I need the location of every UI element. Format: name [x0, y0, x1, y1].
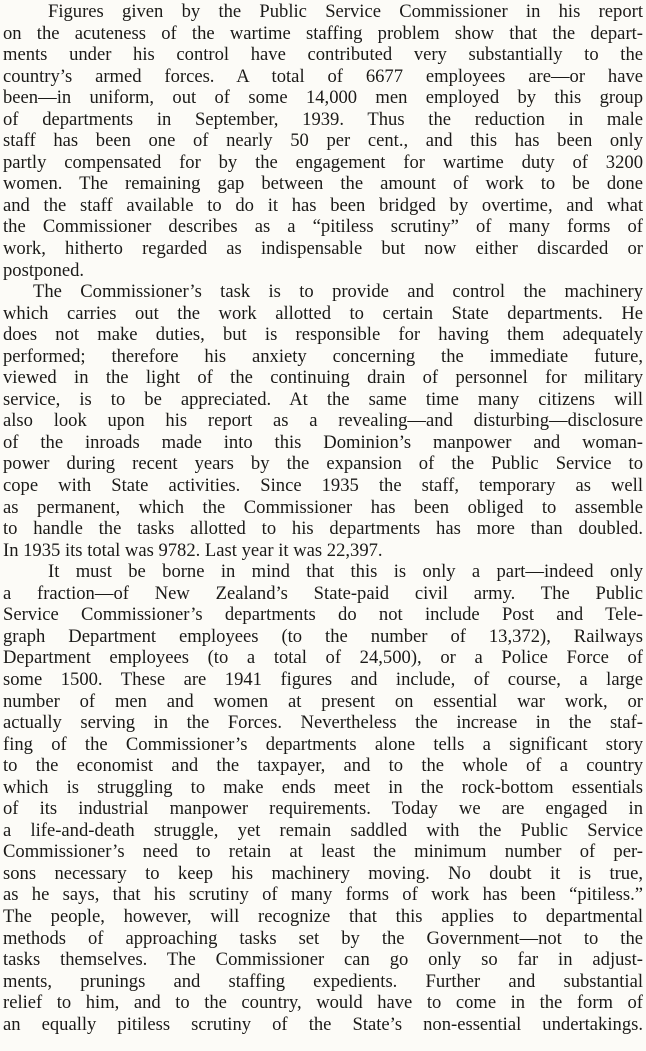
text-line: the Commissioner describes as a “pitiless scrutiny” of many forms of	[3, 216, 643, 238]
text-line: postponed.	[3, 259, 85, 281]
paragraph-1	[3, 1, 643, 281]
paragraph-3	[3, 561, 643, 1035]
text-line: which carries out the work allotted to certain State departments. He	[3, 302, 643, 324]
text-line: some 1500. These are 1941 figures and include, of course, a large	[3, 668, 643, 690]
text-line: ments, prunings and staffing expedients. Further and substantial	[3, 970, 643, 992]
text-line: graph Department employees (to the number of 13,372), Railways	[3, 625, 643, 647]
text-line: tasks themselves. The Commissioner can go only so far in adjust-	[3, 949, 643, 971]
text-line: of its industrial manpower requirements. Today we are engaged in	[3, 798, 643, 820]
text-line: which is struggling to make ends meet in the rock-bottom essentials	[3, 776, 643, 798]
text-line: as he says, that his scrutiny of many forms of work has been “pitiless.”	[3, 884, 643, 906]
text-line: The people, however, will recognize that this applies to departmental	[3, 905, 643, 927]
text-line: It must be borne in mind that this is only a part—indeed only	[48, 561, 643, 583]
text-line: actually serving in the Forces. Nevertheless the increase in the staf-	[3, 712, 643, 734]
text-line: an equally pitiless scrutiny of the State’s non-essential undertakings.	[3, 1013, 643, 1035]
paragraph-2	[3, 281, 643, 561]
text-line: power during recent years by the expansion of the Public Service to	[3, 453, 643, 475]
text-line: to handle the tasks allotted to his departments has more than doubled.	[3, 518, 643, 540]
text-line: of departments in September, 1939. Thus the reduction in male	[3, 108, 643, 130]
text-line: country’s armed forces. A total of 6677 employees are—or have	[3, 65, 643, 87]
text-line: viewed in the light of the continuing drain of personnel for military	[3, 367, 643, 389]
text-line: number of men and women at present on essential war work, or	[3, 690, 643, 712]
text-line: to the economist and the taxpayer, and to the whole of a country	[3, 755, 643, 777]
text-line: of the inroads made into this Dominion’s manpower and woman-	[3, 431, 643, 453]
text-line: ments under his control have contributed very substantially to the	[3, 44, 643, 66]
text-line: Service Commissioner’s departments do not include Post and Tele-	[3, 604, 643, 626]
text-line: a life-and-death struggle, yet remain saddled with the Public Service	[3, 819, 643, 841]
text-line: relief to him, and to the country, would have to come in the form of	[3, 992, 643, 1014]
text-line: work, hitherto regarded as indispensable but now either discarded or	[3, 238, 643, 260]
text-line: service, is to be appreciated. At the same time many citizens will	[3, 388, 643, 410]
text-line: Commissioner’s need to retain at least the minimum number of per-	[3, 841, 643, 863]
text-line: staff has been one of nearly 50 per cent., and this has been only	[3, 130, 643, 152]
text-line: a fraction—of New Zealand’s State-paid civil army. The Public	[3, 582, 643, 604]
text-line: and the staff available to do it has been bridged by overtime, and what	[3, 194, 643, 216]
text-line: on the acuteness of the wartime staffing problem show that the depart-	[3, 22, 643, 44]
text-line: also look upon his report as a revealing—and disturbing—disclosure	[3, 410, 643, 432]
text-line: does not make duties, but is responsible for having them adequately	[3, 324, 643, 346]
text-line: The Commissioner’s task is to provide and control the machinery	[33, 281, 643, 303]
text-line: cope with State activities. Since 1935 the staff, temporary as well	[3, 475, 643, 497]
text-line: as permanent, which the Commissioner has been obliged to assemble	[3, 496, 643, 518]
text-line: Figures given by the Public Service Commissioner in his report	[48, 1, 643, 22]
text-line: partly compensated for by the engagement for wartime duty of 3200	[3, 151, 643, 173]
text-line: fing of the Commissioner’s departments alone tells a significant story	[3, 733, 643, 755]
text-line: methods of approaching tasks set by the Government—not to the	[3, 927, 643, 949]
article-column	[3, 1, 643, 1035]
text-line: performed; therefore his anxiety concerning the immediate future,	[3, 345, 643, 367]
text-line: women. The remaining gap between the amount of work to be done	[3, 173, 643, 195]
text-line: sons necessary to keep his machinery moving. No doubt it is true,	[3, 862, 643, 884]
text-line: In 1935 its total was 9782. Last year it was 22,397.	[3, 539, 383, 561]
text-line: been—in uniform, out of some 14,000 men employed by this group	[3, 87, 643, 109]
text-line: Department employees (to a total of 24,500), or a Police Force of	[3, 647, 643, 669]
